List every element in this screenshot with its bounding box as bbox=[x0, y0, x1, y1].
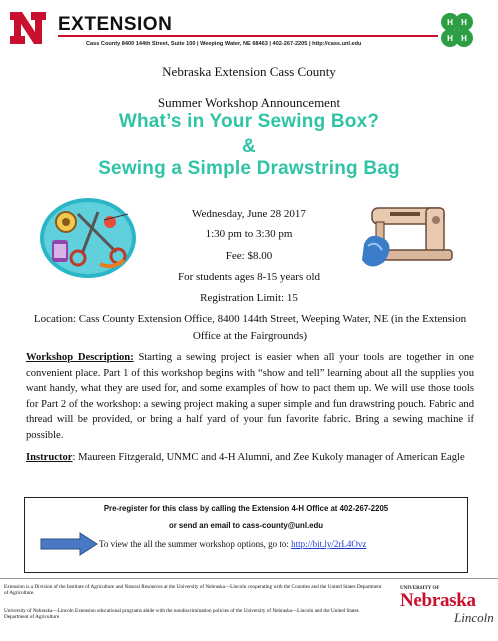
unl-logo bbox=[400, 586, 492, 636]
workshop-ages: For students ages 8-15 years old bbox=[177, 271, 321, 283]
footer-divider bbox=[0, 578, 498, 579]
header-divider bbox=[58, 35, 438, 37]
workshop-date: Wednesday, June 28 2017 bbox=[192, 208, 306, 220]
unl-logo-university-of: UNIVERSITY OF bbox=[400, 586, 440, 591]
svg-text:H: H bbox=[447, 34, 453, 43]
footer-extension-note: Extension is a Division of the Institute of Agriculture and Natural Resources at the University of Nebraska—Lincoln cooperating with the Counties and the United States Department of Agriculture. bbox=[4, 584, 382, 597]
workshop-fee: Fee: $8.00 bbox=[225, 250, 273, 262]
unl-logo-lincoln: Lincoln bbox=[454, 610, 494, 625]
unl-logo-nebraska: Nebraska bbox=[400, 590, 476, 611]
description-label: Workshop Description: bbox=[26, 352, 134, 363]
svg-text:H: H bbox=[447, 18, 453, 27]
workshop-title-part1: What’s in Your Sewing Box? bbox=[118, 111, 380, 132]
extension-wordmark: EXTENSION bbox=[58, 14, 173, 35]
workshop-options-text: To view the all the summer workshop options, go to: bbox=[99, 539, 292, 549]
contact-line: Cass County 8400 144th Street, Suite 100 | Weeping Water, NE 68463 | 402-267-2205 | http://cass.unl.edu bbox=[86, 41, 362, 47]
organization-name: Nebraska Extension Cass County bbox=[162, 64, 336, 79]
svg-text:H: H bbox=[461, 18, 467, 27]
instructor-text: : Maureen Fitzgerald, UNMC and 4-H Alumni, and Zee Kukoly manager of American Eagle bbox=[72, 452, 465, 463]
description-text: Starting a sewing project is easier when all your tools are together in one convenient place. Part 1 of this workshop begins with “show and tell” learning about all the supplies you want handy, what they are used for, and some examples of how to pact them up. We will use those tools for Part 2 of the workshop: a sewing project making a super simple and fun drawstring pouch. Fabric and thread will be provided, or bring a half yard of your fun favorite fabric. Bring a sewing machine if possible. bbox=[26, 352, 475, 441]
preregister-email: or send an email to cass-county@unl.edu bbox=[168, 521, 324, 530]
workshop-options-link[interactable]: http://bit.ly/2rL4Ovz bbox=[291, 539, 367, 549]
workshop-time: 1:30 pm to 3:30 pm bbox=[205, 228, 293, 240]
workshop-location: Location: Cass County Extension Office, 8400 144th Street, Weeping Water, NE (in the Extension Office at the Fairgrounds) bbox=[33, 313, 467, 342]
four-h-clover-icon bbox=[434, 8, 480, 54]
announcement-heading: Summer Workshop Announcement bbox=[157, 95, 341, 110]
instructor-label: Instructor bbox=[26, 452, 73, 463]
instructor-info bbox=[26, 450, 466, 466]
svg-text:H: H bbox=[461, 34, 467, 43]
preregister-phone: Pre-register for this class by calling the Extension 4-H Office at 402-267-2205 bbox=[103, 504, 389, 513]
nebraska-n-logo bbox=[6, 6, 50, 50]
workshop-description bbox=[26, 350, 474, 444]
workshop-title-part2: Sewing a Simple Drawstring Bag bbox=[98, 158, 400, 179]
workshop-title-ampersand: & bbox=[242, 136, 256, 157]
arrow-right-icon bbox=[40, 532, 98, 556]
registration-limit: Registration Limit: 15 bbox=[200, 292, 298, 304]
workshop-options-line bbox=[99, 539, 366, 549]
footer-nondiscrimination-note: University of Nebraska—Lincoln Extension educational programs abide with the nondiscrimination policies of the University of Nebraska—Lincoln and the United States Department of Agriculture. bbox=[4, 608, 359, 621]
